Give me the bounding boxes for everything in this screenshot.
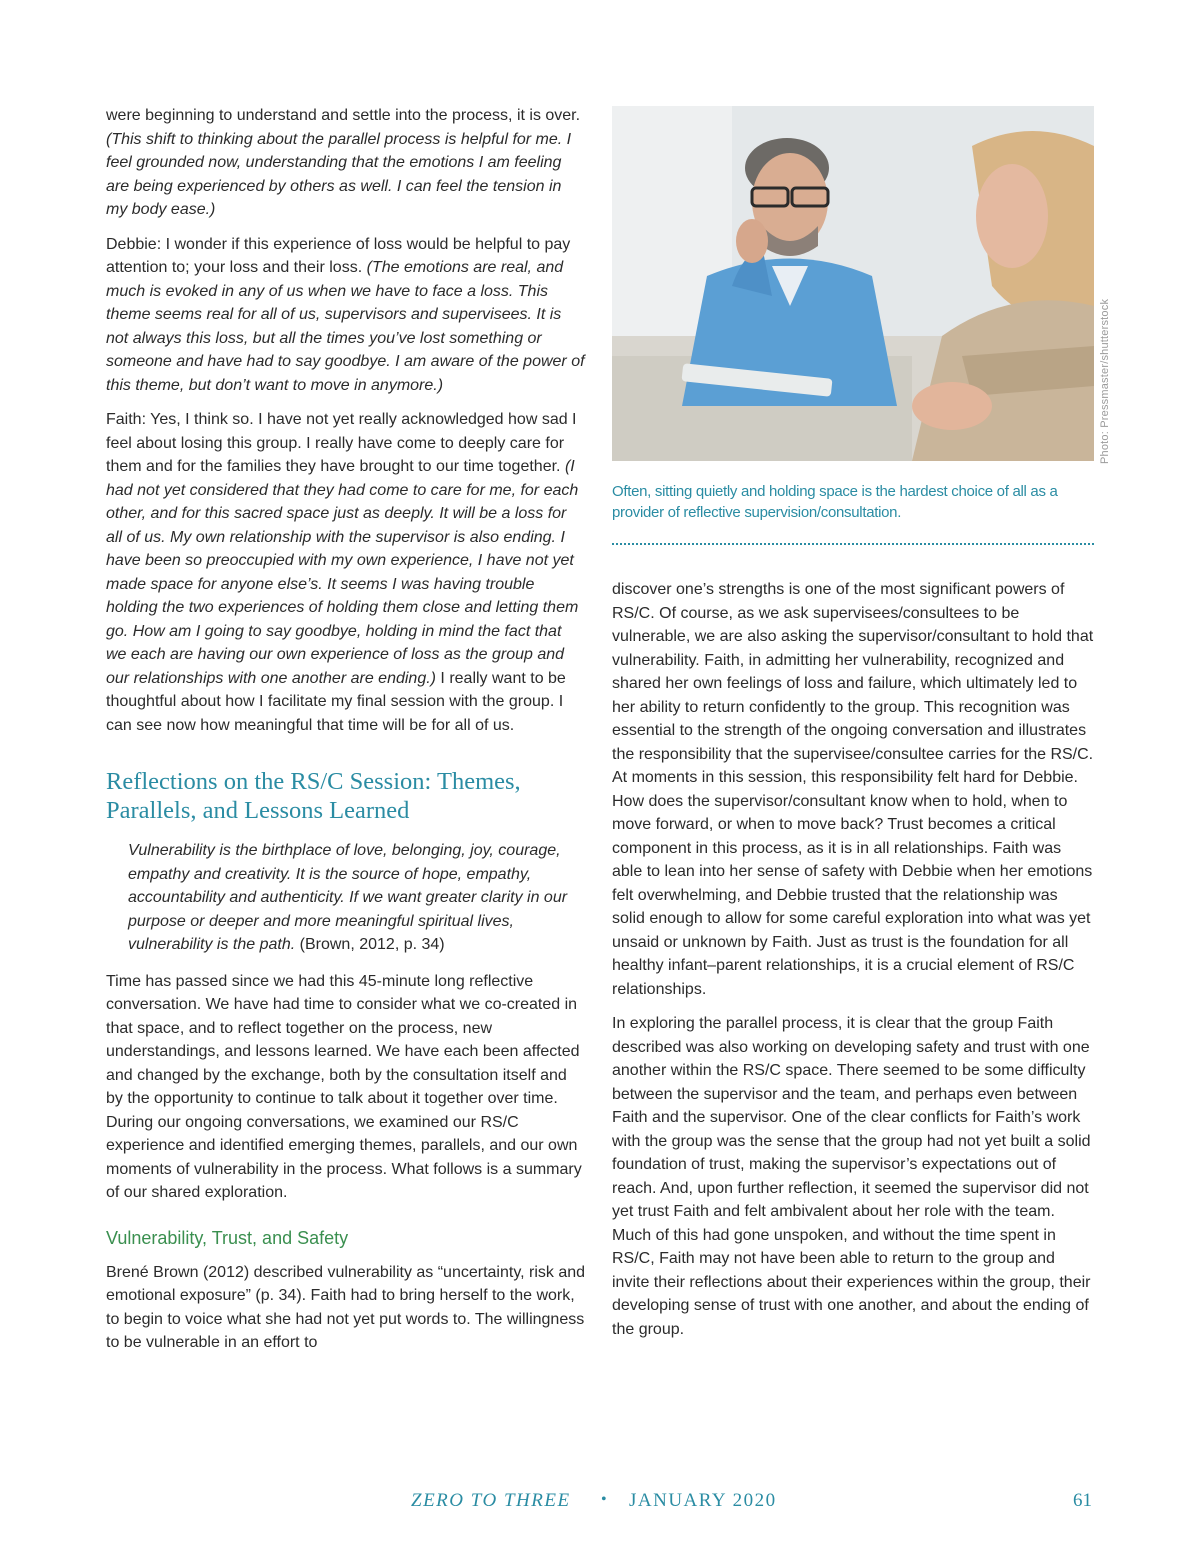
- right-column: [612, 578, 1094, 1352]
- issue-date: JANUARY 2020: [629, 1490, 777, 1511]
- left-column: [106, 104, 586, 1366]
- paragraph: In exploring the parallel process, it is clear that the group Faith described was also working on developing safety and trust with one another within the RS/C space. There seemed to be some difficulty between the supervisor and the team, and perhaps even between Faith and the supervisor. One of the clear conflicts for Faith’s work with the group was the sense that the group had not yet built a solid foundation of trust, making the supervisor’s expectations out of reach. And, upon further reflection, it seemed the supervisor did not yet trust Faith and felt ambivalent about her role with the team. Much of this had gone unspoken, and without the time spent in RS/C, Faith may not have been able to return to the group and invite their reflections about their experiences within the group, their developing sense of trust with one another, and about the ending of the group.: [612, 1015, 1091, 1338]
- photo-illustration: [612, 106, 1094, 461]
- paragraph: Time has passed since we had this 45-minute long reflective conversation. We have had time to consider what we co-created in that space, and to reflect together on the process, new understandings, and lessons learned. We have each been affected and changed by the exchange, both by the consultation itself and by the opportunity to continue to talk about it together over time. During our ongoing conversations, we examined our RS/C experience and identified emerging themes, parallels, and our own moments of vulnerability in the process. What follows is a summary of our shared exploration.: [106, 972, 582, 1201]
- paragraph: Debbie: I wonder if this experience of loss would be helpful to pay attention to; your loss and their loss. (The emotions are real, and much is evoked in any of us when we have to face a loss. This theme seems real for all of us, supervisors and supervisees. It is not always this loss, but all the times you’ve lost something or someone and have had to say goodbye. I am aware of the power of this theme, but don’t want to move in anymore.): [106, 235, 585, 394]
- footer-bullet: •: [601, 1491, 609, 1508]
- block-quote: Vulnerability is the birthplace of love, belonging, joy, courage, empathy and creativity. It is the source of hope, empathy, accountability and authenticity. If we want greater clarity in our purpose or deeper and more meaningful spiritual lives, vulnerability is the path. (Brown, 2012, p. 34): [128, 842, 568, 953]
- magazine-title: ZERO TO THREE: [411, 1490, 571, 1511]
- paragraph: were beginning to understand and settle into the process, it is over. (This shift to thinking about the parallel process is helpful for me. I feel grounded now, understanding that the emotions I am feeling are being experienced by others as well. I can feel the tension in my body ease.): [106, 107, 581, 218]
- photo-caption: Often, sitting quietly and holding space is the hardest choice of all as a provider of reflective supervision/consultation.: [612, 483, 1058, 521]
- page-footer: [0, 1490, 1200, 1514]
- dotted-divider: [612, 543, 1094, 545]
- section-heading: Reflections on the RS/C Session: Themes, Parallels, and Lessons Learned: [106, 768, 521, 824]
- page-number: 61: [1073, 1490, 1092, 1511]
- photo-supervision-session: [612, 106, 1094, 461]
- paragraph: Brené Brown (2012) described vulnerability as “uncertainty, risk and emotional exposure” (p. 34). Faith had to bring herself to the work, to begin to voice what she had not yet put words to. The willingness to be vulnerable in an effort to: [106, 1263, 586, 1351]
- paragraph: discover one’s strengths is one of the most significant powers of RS/C. Of course, as we ask supervisees/consultees to be vulnerable, we are also asking the supervisor/consultant to hold that vulnerability. Faith, in admitting her vulnerability, recognized and shared her own feelings of loss and failure, which ultimately led to her ability to return confidently to the group. This recognition was essential to the strength of the ongoing conversation and illustrates the responsibility that the supervisee/consultee carries for the RS/C. At moments in this session, this responsibility felt hard for Debbie. How does the supervisor/consultant know when to hold, when to move forward, or when to move back? Trust becomes a critical component in this process, as it is in all relationships. Faith was able to lean into her sense of safety with Debbie when her emotions felt overwhelming, and Debbie trusted that the relationship was solid enough to allow for some careful exploration into what was yet unsaid or unknown by Faith. Just as trust is the foundation for all healthy infant–parent relationships, it is a crucial element of RS/C relationships.: [612, 581, 1094, 998]
- photo-credit: Photo: Pressmaster/shutterstock: [1099, 298, 1111, 464]
- paragraph: Faith: Yes, I think so. I have not yet really acknowledged how sad I feel about losing this group. I really have come to deeply care for them and for the families they have brought to our time together. (I had not yet considered that they had come to care for me, for each other, and for this sacred space just as deeply. It will be a loss for all of us. My own relationship with the supervisor is also ending. I have been so preoccupied with my own experience, I have not yet made space for anyone else’s. It seems I was having trouble holding the two experiences of holding them close and letting them go. How am I going to say goodbye, holding in mind the fact that we each are having our own experience of loss as the group and our relationships with one another are ending.) I really want to be thoughtful about how I facilitate my final session with the group. I can see now how meaningful that time will be for all of us.: [106, 411, 579, 734]
- subsection-heading: Vulnerability, Trust, and Safety: [106, 1227, 349, 1248]
